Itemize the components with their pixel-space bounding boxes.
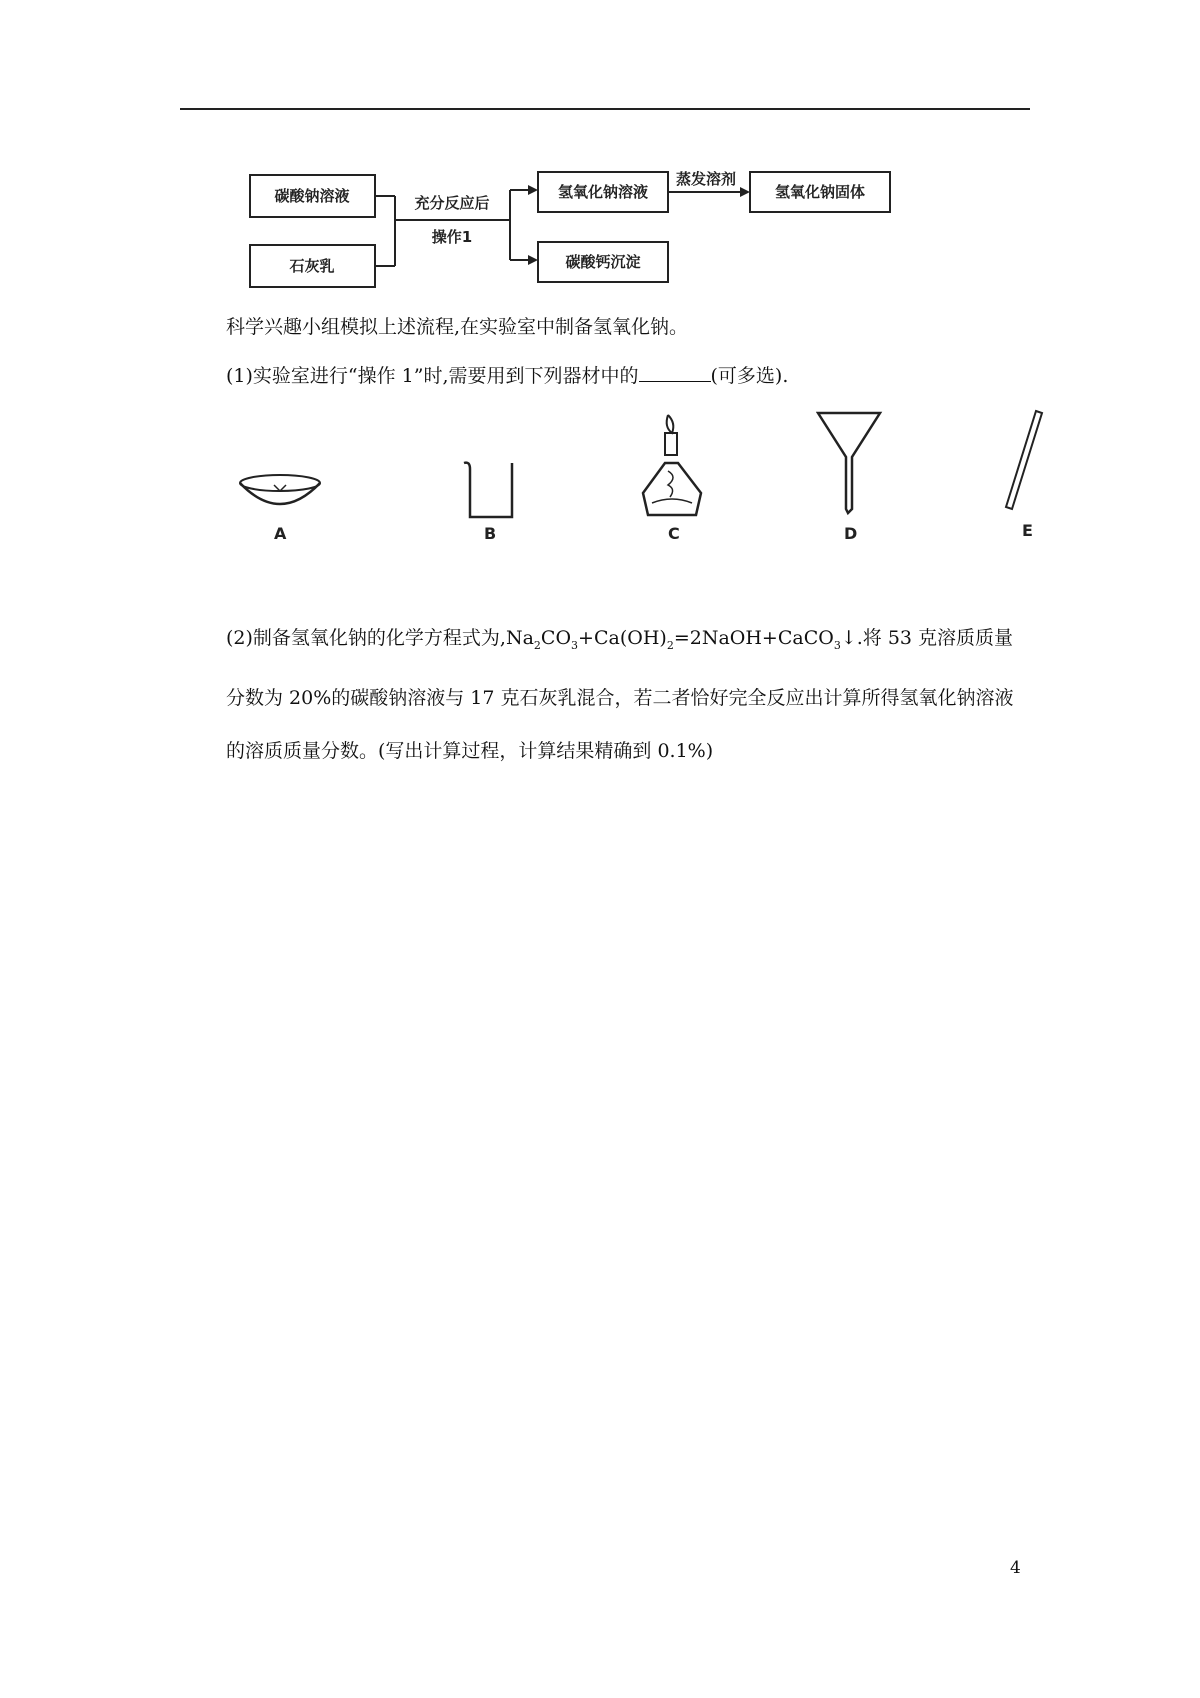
flow-label-lime-milk: 石灰乳	[289, 257, 335, 275]
arrow-head-icon	[528, 185, 538, 195]
equipment-label-a: A	[274, 524, 287, 543]
question-1-suffix: (可多选).	[710, 365, 789, 387]
arrow-head-icon	[528, 255, 538, 265]
evaporating-dish-icon	[238, 405, 328, 525]
q2-text-5: ↓.将 53 克溶质质量分数为 20%的碳酸钠溶液与 17 克石灰乳混合，若二者恰好完全反应出计算所得氢氧化钠溶液的溶质质量分数。(写出计算过程，计算结果精确到 0.1%)	[226, 627, 1014, 762]
alcohol-lamp-icon	[638, 405, 708, 525]
flow-label-naoh-solid: 氢氧化钠固体	[774, 183, 866, 201]
equipment-b	[456, 405, 526, 543]
header-rule	[180, 108, 1030, 110]
q2-subscript: 3	[833, 638, 841, 652]
q2-subscript: 2	[533, 638, 541, 652]
equipment-c	[638, 405, 708, 543]
q2-text-1: (2)制备氢氧化钠的化学方程式为,Na	[226, 627, 534, 649]
flow-label-operation: 操作1	[431, 228, 473, 246]
equipment-label-b: B	[484, 524, 497, 543]
flow-label-sodium-carbonate: 碳酸钠溶液	[274, 187, 350, 205]
page-number: 4	[1010, 1558, 1021, 1578]
intro-text: 科学兴趣小组模拟上述流程,在实验室中制备氢氧化钠。	[226, 316, 689, 338]
flow-label-reaction: 充分反应后	[414, 194, 490, 212]
q2-text-3: +Ca(OH)	[578, 627, 667, 649]
equipment-row	[238, 405, 1048, 550]
q2-subscript: 2	[666, 638, 674, 652]
arrow-head-icon	[740, 187, 750, 197]
process-flowchart	[240, 170, 920, 300]
equipment-a	[238, 405, 328, 543]
equipment-d	[816, 405, 886, 543]
answer-blank	[639, 362, 711, 382]
question-1	[226, 362, 788, 390]
question-1-text: (1)实验室进行“操作 1”时,需要用到下列器材中的	[226, 365, 639, 387]
equipment-label-e: E	[1022, 521, 1033, 540]
q2-text-2: CO	[540, 627, 572, 649]
q2-subscript: 3	[571, 638, 579, 652]
flow-label-naoh-solution: 氢氧化钠溶液	[557, 183, 649, 201]
funnel-icon	[816, 405, 886, 525]
equipment-label-c: C	[668, 524, 680, 543]
beaker-icon	[456, 405, 526, 525]
flow-label-evaporate: 蒸发溶剂	[675, 170, 737, 188]
equipment-label-d: D	[844, 524, 858, 543]
q2-text-4: =2NaOH+CaCO	[673, 627, 834, 649]
flow-label-caco3-precipitate: 碳酸钙沉淀	[565, 253, 641, 271]
question-2	[226, 612, 1026, 778]
equipment-e	[998, 405, 1048, 540]
glass-rod-icon	[998, 405, 1048, 525]
flowchart-svg	[240, 170, 920, 300]
